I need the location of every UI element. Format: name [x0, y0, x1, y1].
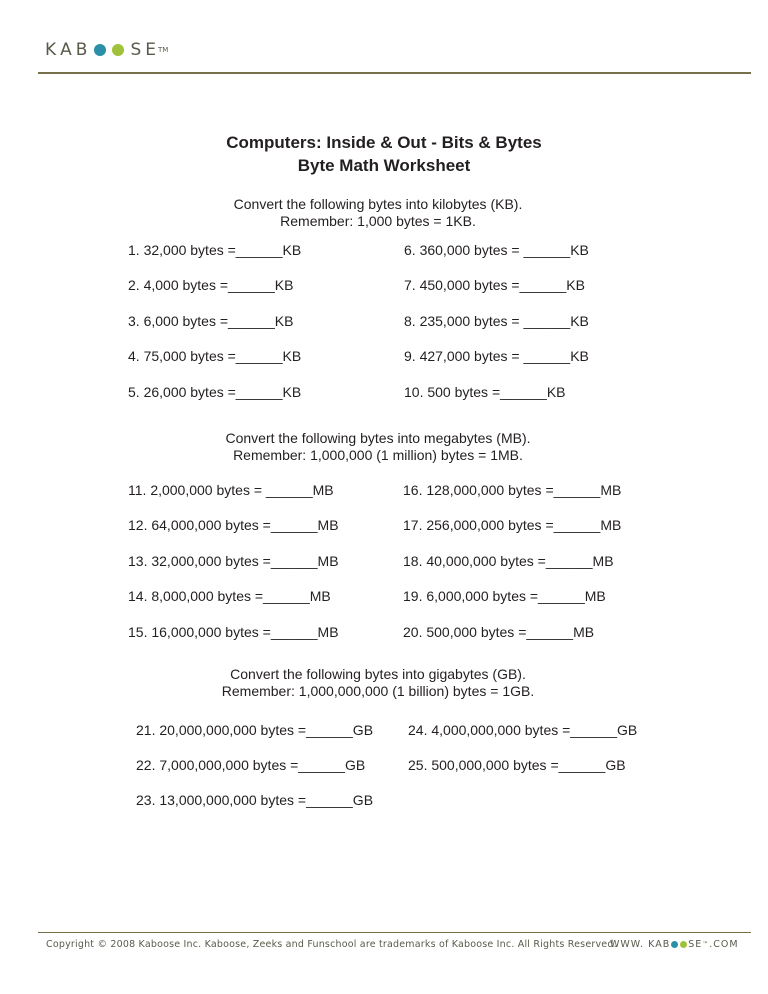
question-item: 5. 26,000 bytes =______KB	[128, 384, 302, 400]
footer-www-end: .COM	[709, 939, 739, 950]
logo-dot-green-icon	[112, 44, 124, 56]
question-item: 11. 2,000,000 bytes = ______MB	[128, 482, 334, 498]
page-title: Computers: Inside & Out - Bits & Bytes	[226, 133, 542, 152]
question-item: 21. 20,000,000,000 bytes =______GB	[136, 722, 374, 738]
footer-website-link[interactable]	[610, 939, 739, 950]
question-item: 7. 450,000 bytes =______KB	[404, 277, 585, 293]
logo-dot-blue-icon	[94, 44, 106, 56]
question-item: 8. 235,000 bytes = ______KB	[404, 313, 589, 329]
question-item: 24. 4,000,000,000 bytes =______GB	[408, 722, 638, 738]
remember-text: Remember: 1,000,000,000 (1 billion) bytes = 1GB.	[221, 683, 535, 699]
section-gb-instruction	[0, 666, 756, 700]
question-item: 20. 500,000 bytes =______MB	[403, 624, 595, 640]
question-item: 12. 64,000,000 bytes =______MB	[128, 517, 339, 533]
footer-dot-blue-icon	[671, 941, 678, 948]
question-item: 25. 500,000,000 bytes =______GB	[408, 757, 626, 773]
header-divider	[38, 72, 751, 74]
footer-www-prefix: WWW. KAB	[610, 939, 671, 950]
footer-www-tm: ™	[702, 941, 710, 948]
question-item: 19. 6,000,000 bytes =______MB	[403, 588, 606, 604]
logo-letter: S	[130, 40, 146, 60]
footer-www-suffix: SE	[688, 939, 703, 950]
remember-text: Remember: 1,000 bytes = 1KB.	[280, 213, 476, 229]
instruction-text: Convert the following bytes into megabytes (MB).	[225, 430, 531, 446]
question-item: 17. 256,000,000 bytes =______MB	[403, 517, 622, 533]
logo-letter: E	[145, 40, 161, 60]
question-item: 13. 32,000,000 bytes =______MB	[128, 553, 339, 569]
section-kb-instruction	[0, 196, 756, 230]
kaboose-logo	[45, 40, 168, 60]
question-item: 14. 8,000,000 bytes =______MB	[128, 588, 331, 604]
logo-letter: A	[60, 40, 76, 60]
logo-trademark: TM	[158, 46, 169, 54]
footer-copyright: Copyright © 2008 Kaboose Inc. Kaboose, Zeeks and Funschool are trademarks of Kaboose Inc. All Rights Reserved.	[46, 939, 617, 950]
question-item: 16. 128,000,000 bytes =______MB	[403, 482, 622, 498]
question-item: 6. 360,000 bytes = ______KB	[404, 242, 589, 258]
logo-letter: K	[45, 40, 61, 60]
footer-dot-green-icon	[680, 941, 687, 948]
section-mb-instruction	[0, 430, 756, 464]
footer-divider	[38, 932, 751, 933]
question-item: 2. 4,000 bytes =______KB	[128, 277, 294, 293]
instruction-text: Convert the following bytes into gigabytes (GB).	[230, 666, 526, 682]
question-item: 3. 6,000 bytes =______KB	[128, 313, 294, 329]
instruction-text: Convert the following bytes into kilobytes (KB).	[233, 196, 523, 212]
page-subtitle: Byte Math Worksheet	[297, 156, 471, 175]
question-item: 1. 32,000 bytes =______KB	[128, 242, 302, 258]
question-item: 22. 7,000,000,000 bytes =______GB	[136, 757, 366, 773]
remember-text: Remember: 1,000,000 (1 million) bytes = 1MB.	[233, 447, 523, 463]
question-item: 4. 75,000 bytes =______KB	[128, 348, 302, 364]
question-item: 9. 427,000 bytes = ______KB	[404, 348, 589, 364]
question-item: 18. 40,000,000 bytes =______MB	[403, 553, 614, 569]
logo-letter: B	[75, 40, 92, 60]
question-item: 10. 500 bytes =______KB	[404, 384, 566, 400]
question-item: 23. 13,000,000,000 bytes =______GB	[136, 792, 374, 808]
question-item: 15. 16,000,000 bytes =______MB	[128, 624, 339, 640]
